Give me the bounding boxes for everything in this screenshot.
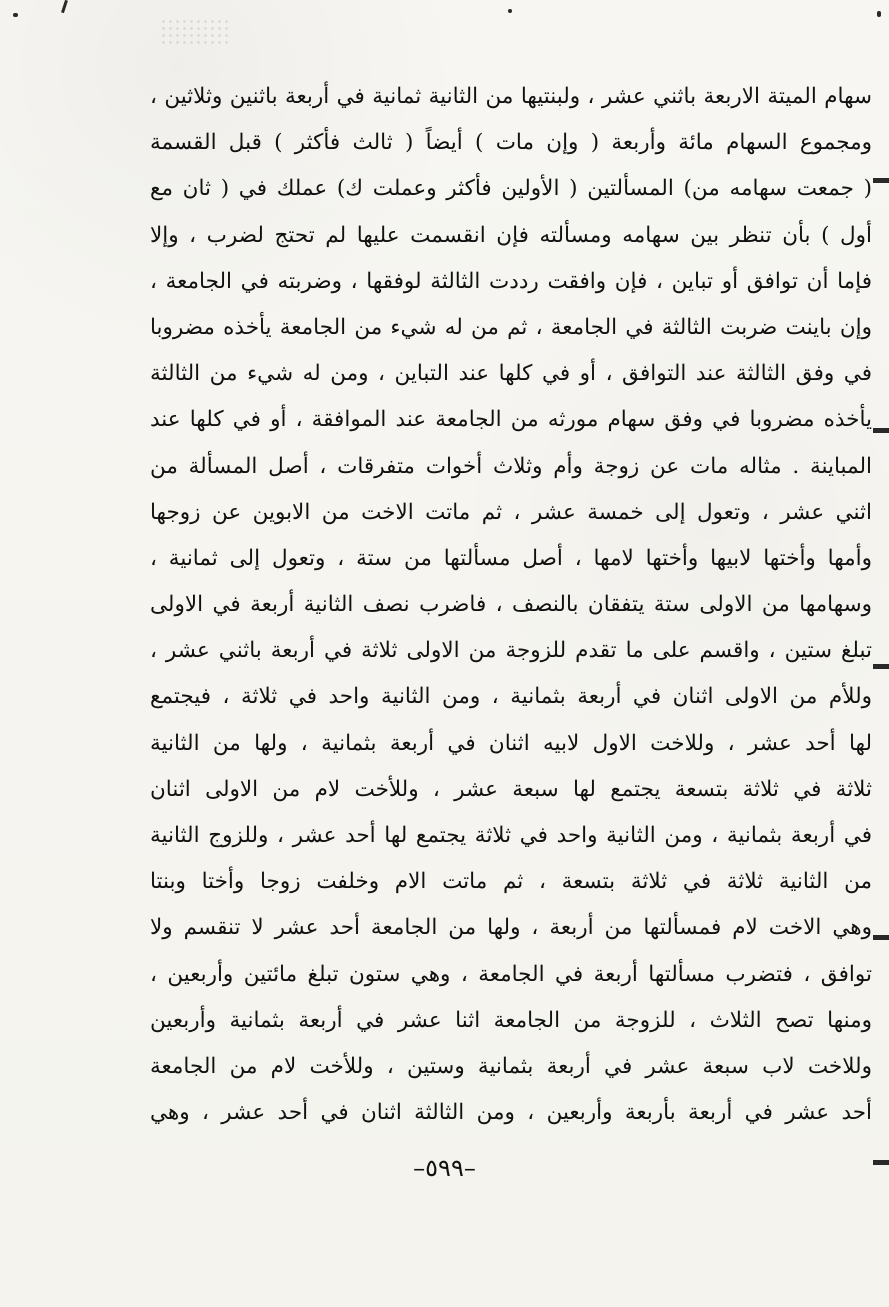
text-line-2: ومجموع السهام مائة وأربعة ( وإن مات ) أيضاً ( ثالث فأكثر ) قبل القسمة <box>150 130 872 156</box>
text-line-18: من الثانية ثلاثة في ثلاثة بتسعة ، ثم ماتت الام وخلفت زوجا وأختا وبنتا <box>150 869 872 895</box>
text-line-9: المباينة . مثاله مات عن زوجة وأم وثلاث أخوات متفرقات ، أصل المسألة من <box>150 453 872 479</box>
text-line-8: يأخذه مضروبا في وفق سهام مورثه من الجامعة عند الموافقة ، أو في كلها عند <box>150 407 872 433</box>
scan-dot-mark <box>13 13 18 17</box>
edge-mark <box>873 178 889 183</box>
text-line-15: لها أحد عشر ، وللاخت الاول لابيه اثنان في أربعة بثمانية ، ولها من الثانية <box>150 730 872 756</box>
text-line-5: فإما أن توافق أو تباين ، فإن وافقت رددت الثالثة لوفقها ، وضربته في الجامعة ، <box>150 268 872 294</box>
page-smudge <box>160 18 230 46</box>
text-line-10: اثني عشر ، وتعول إلى خمسة عشر ، ثم ماتت الاخت من الابوين عن زوجها <box>150 499 872 525</box>
text-line-19: وهي الاخت لام فمسألتها من أربعة ، ولها من الجامعة أحد عشر لا تنقسم ولا <box>150 915 872 941</box>
text-line-7: في وفق الثالثة عند التوافق ، أو في كلها عند التباين ، ومن له شيء من الثالثة <box>150 361 872 387</box>
text-line-11: وأمها وأختها لابيها وأختها لامها ، أصل مسألتها من ستة ، وتعول إلى ثمانية ، <box>150 545 872 571</box>
text-line-20: توافق ، فتضرب مسألتها أربعة في الجامعة ، وهي ستون تبلغ مائتين وأربعين ، <box>150 961 872 987</box>
text-line-3: ( جمعت سهامه من) المسألتين ( الأولين فأكثر وعملت ك) عملك في ( ثان مع <box>150 176 872 202</box>
text-line-23: أحد عشر في أربعة بأربعة وأربعين ، ومن الثالثة اثنان في أحد عشر ، وهي <box>150 1100 872 1126</box>
page-number: –٥٩٩– <box>413 1154 476 1182</box>
page-body-text <box>150 74 872 1136</box>
text-line-4: أول ) بأن تنظر بين سهامه ومسألته فإن انقسمت عليها لم تحتج لضرب ، وإلا <box>150 222 872 248</box>
text-line-16: ثلاثة في ثلاثة بتسعة يجتمع لها سبعة عشر ، وللأخت لام من الاولى اثنان <box>150 776 872 802</box>
scan-dot-mark <box>508 9 512 13</box>
edge-mark <box>873 428 889 433</box>
scan-dot-mark <box>877 11 881 17</box>
text-line-13: تبلغ ستين ، واقسم على ما تقدم للزوجة من الاولى ثلاثة في أربعة باثني عشر ، <box>150 638 872 664</box>
text-line-21: ومنها تصح الثلاث ، للزوجة من الجامعة اثنا عشر في أربعة بثمانية وأربعين <box>150 1007 872 1033</box>
edge-mark <box>873 664 889 669</box>
text-line-17: في أربعة بثمانية ، ومن الثانية واحد في ثلاثة يجتمع لها أحد عشر ، وللزوج الثانية <box>150 823 872 848</box>
text-line-22: وللاخت لاب سبعة عشر في أربعة بثمانية وستين ، وللأخت لام من الجامعة <box>150 1053 872 1079</box>
text-line-6: وإن باينت ضربت الثالثة في الجامعة ، ثم من له شيء من الجامعة يأخذه مضروبا <box>150 314 872 340</box>
edge-mark <box>873 935 889 940</box>
text-line-14: وللأم من الاولى اثنان في أربعة بثمانية ، ومن الثانية واحد في ثلاثة ، فيجتمع <box>150 684 872 710</box>
text-line-1: سهام الميتة الاربعة باثني عشر ، ولبنتيها من الثانية ثمانية في أربعة باثنين وثلاثين ، <box>150 84 872 109</box>
scan-scratch-mark <box>61 0 68 13</box>
text-line-12: وسهامها من الاولى ستة يتفقان بالنصف ، فاضرب نصف الثانية أربعة في الاولى <box>150 592 872 618</box>
